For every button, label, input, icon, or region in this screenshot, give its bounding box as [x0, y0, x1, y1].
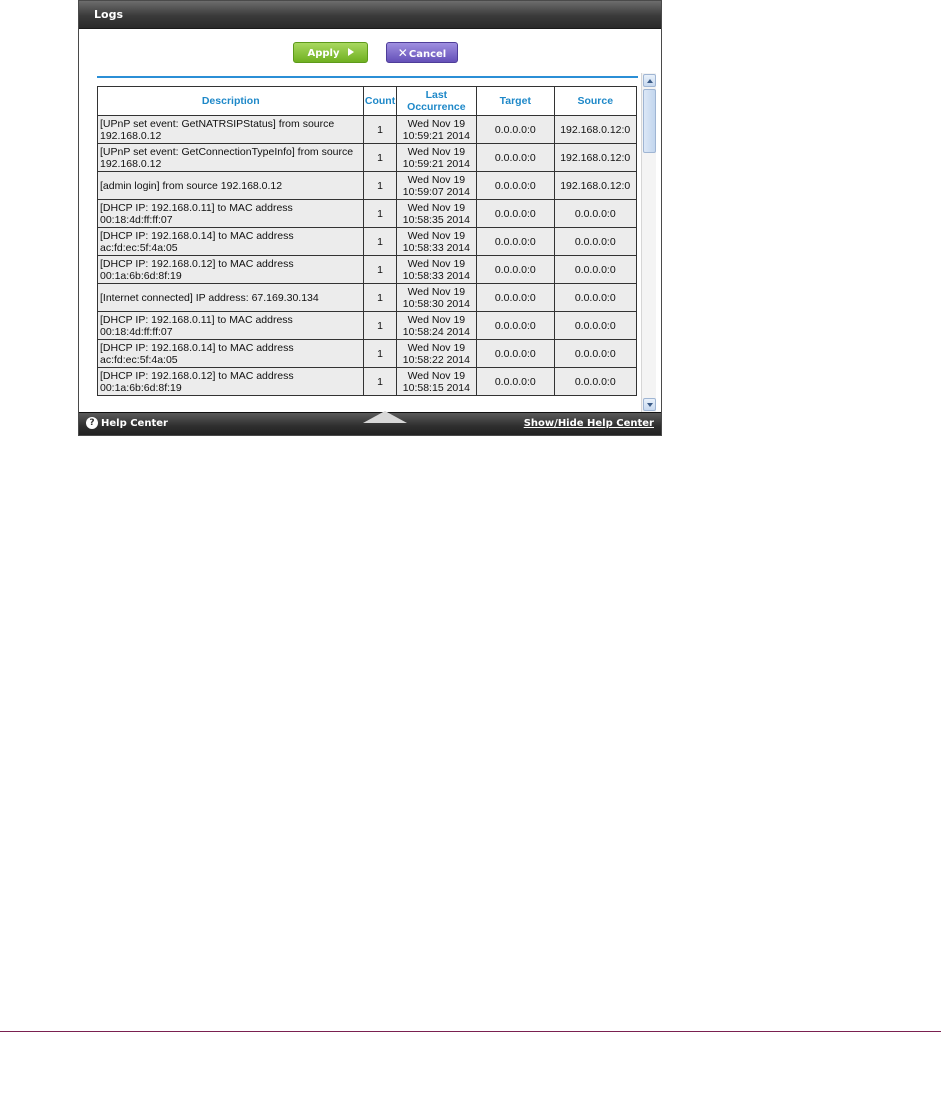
header-count: Count	[364, 87, 396, 116]
cell-source: 192.168.0.12:0	[554, 116, 637, 144]
cell-source: 0.0.0.0:0	[554, 228, 637, 256]
table-row	[98, 368, 637, 396]
help-center-bar	[79, 412, 661, 435]
table-row	[98, 256, 637, 284]
cell-target: 0.0.0.0:0	[477, 312, 554, 340]
cell-target: 0.0.0.0:0	[477, 284, 554, 312]
page-footer-rule	[0, 1031, 941, 1032]
cell-description: [DHCP IP: 192.168.0.11] to MAC address 00:18:4d:ff:ff:07	[98, 200, 364, 228]
logs-scroll-area[interactable]	[97, 86, 639, 412]
cell-count: 1	[364, 340, 396, 368]
cell-count: 1	[364, 312, 396, 340]
logs-window	[78, 0, 662, 436]
cell-source: 0.0.0.0:0	[554, 284, 637, 312]
cell-last-occurrence: Wed Nov 19 10:58:24 2014	[396, 312, 476, 340]
cell-description: [UPnP set event: GetConnectionTypeInfo] from source 192.168.0.12	[98, 144, 364, 172]
cell-description: [DHCP IP: 192.168.0.14] to MAC address ac:fd:ec:5f:4a:05	[98, 340, 364, 368]
cell-target: 0.0.0.0:0	[477, 144, 554, 172]
vertical-scrollbar[interactable]	[641, 73, 656, 413]
show-hide-help-link[interactable]: Show/Hide Help Center	[523, 418, 654, 429]
cell-source: 0.0.0.0:0	[554, 340, 637, 368]
apply-arrow-icon	[348, 48, 354, 56]
header-source: Source	[554, 87, 637, 116]
section-divider	[97, 76, 638, 78]
cell-last-occurrence: Wed Nov 19 10:58:30 2014	[396, 284, 476, 312]
table-header-row	[98, 87, 637, 116]
cell-count: 1	[364, 256, 396, 284]
cell-count: 1	[364, 116, 396, 144]
expand-help-arrow-icon[interactable]	[363, 411, 407, 423]
cell-description: [DHCP IP: 192.168.0.12] to MAC address 00:1a:6b:6d:8f:19	[98, 256, 364, 284]
cell-last-occurrence: Wed Nov 19 10:59:07 2014	[396, 172, 476, 200]
cell-target: 0.0.0.0:0	[477, 256, 554, 284]
cell-description: [UPnP set event: GetNATRSIPStatus] from source 192.168.0.12	[98, 116, 364, 144]
cell-source: 192.168.0.12:0	[554, 172, 637, 200]
cancel-button[interactable]	[386, 42, 458, 63]
cell-description: [admin login] from source 192.168.0.12	[98, 172, 364, 200]
header-description: Description	[98, 87, 364, 116]
table-row	[98, 144, 637, 172]
cell-source: 192.168.0.12:0	[554, 144, 637, 172]
help-question-icon: ?	[86, 417, 98, 429]
cell-last-occurrence: Wed Nov 19 10:58:22 2014	[396, 340, 476, 368]
table-row	[98, 312, 637, 340]
cell-source: 0.0.0.0:0	[554, 368, 637, 396]
cell-description: [DHCP IP: 192.168.0.11] to MAC address 00:18:4d:ff:ff:07	[98, 312, 364, 340]
help-center-label: Help Center	[101, 418, 168, 429]
scroll-thumb[interactable]	[643, 89, 656, 153]
cell-last-occurrence: Wed Nov 19 10:58:33 2014	[396, 256, 476, 284]
cell-count: 1	[364, 172, 396, 200]
cell-target: 0.0.0.0:0	[477, 116, 554, 144]
logs-table	[97, 86, 637, 396]
cancel-label: Cancel	[408, 49, 447, 60]
header-last-occurrence: Last Occurrence	[396, 87, 476, 116]
apply-button[interactable]	[293, 42, 368, 63]
table-row	[98, 116, 637, 144]
cell-description: [DHCP IP: 192.168.0.14] to MAC address ac:fd:ec:5f:4a:05	[98, 228, 364, 256]
action-buttons	[79, 42, 661, 64]
cell-count: 1	[364, 368, 396, 396]
cell-count: 1	[364, 284, 396, 312]
table-row	[98, 200, 637, 228]
table-row	[98, 284, 637, 312]
cancel-x-icon: ✕	[397, 46, 408, 60]
cell-last-occurrence: Wed Nov 19 10:59:21 2014	[396, 116, 476, 144]
cell-source: 0.0.0.0:0	[554, 256, 637, 284]
cell-last-occurrence: Wed Nov 19 10:58:35 2014	[396, 200, 476, 228]
apply-label: Apply	[307, 48, 340, 59]
title-bar	[79, 1, 661, 29]
cell-source: 0.0.0.0:0	[554, 312, 637, 340]
table-row	[98, 172, 637, 200]
cell-target: 0.0.0.0:0	[477, 200, 554, 228]
scroll-down-icon	[647, 403, 653, 407]
cell-source: 0.0.0.0:0	[554, 200, 637, 228]
cell-target: 0.0.0.0:0	[477, 172, 554, 200]
cell-target: 0.0.0.0:0	[477, 228, 554, 256]
scroll-up-button[interactable]	[643, 74, 656, 87]
window-title: Logs	[94, 8, 123, 21]
cell-last-occurrence: Wed Nov 19 10:58:33 2014	[396, 228, 476, 256]
cell-count: 1	[364, 228, 396, 256]
table-row	[98, 228, 637, 256]
table-row	[98, 340, 637, 368]
cell-target: 0.0.0.0:0	[477, 368, 554, 396]
cell-description: [Internet connected] IP address: 67.169.30.134	[98, 284, 364, 312]
cell-last-occurrence: Wed Nov 19 10:59:21 2014	[396, 144, 476, 172]
scroll-up-icon	[647, 79, 653, 83]
header-target: Target	[477, 87, 554, 116]
scroll-down-button[interactable]	[643, 398, 656, 411]
help-center-title	[86, 417, 168, 431]
cell-target: 0.0.0.0:0	[477, 340, 554, 368]
cell-last-occurrence: Wed Nov 19 10:58:15 2014	[396, 368, 476, 396]
cell-count: 1	[364, 200, 396, 228]
cell-count: 1	[364, 144, 396, 172]
cell-description: [DHCP IP: 192.168.0.12] to MAC address 00:1a:6b:6d:8f:19	[98, 368, 364, 396]
